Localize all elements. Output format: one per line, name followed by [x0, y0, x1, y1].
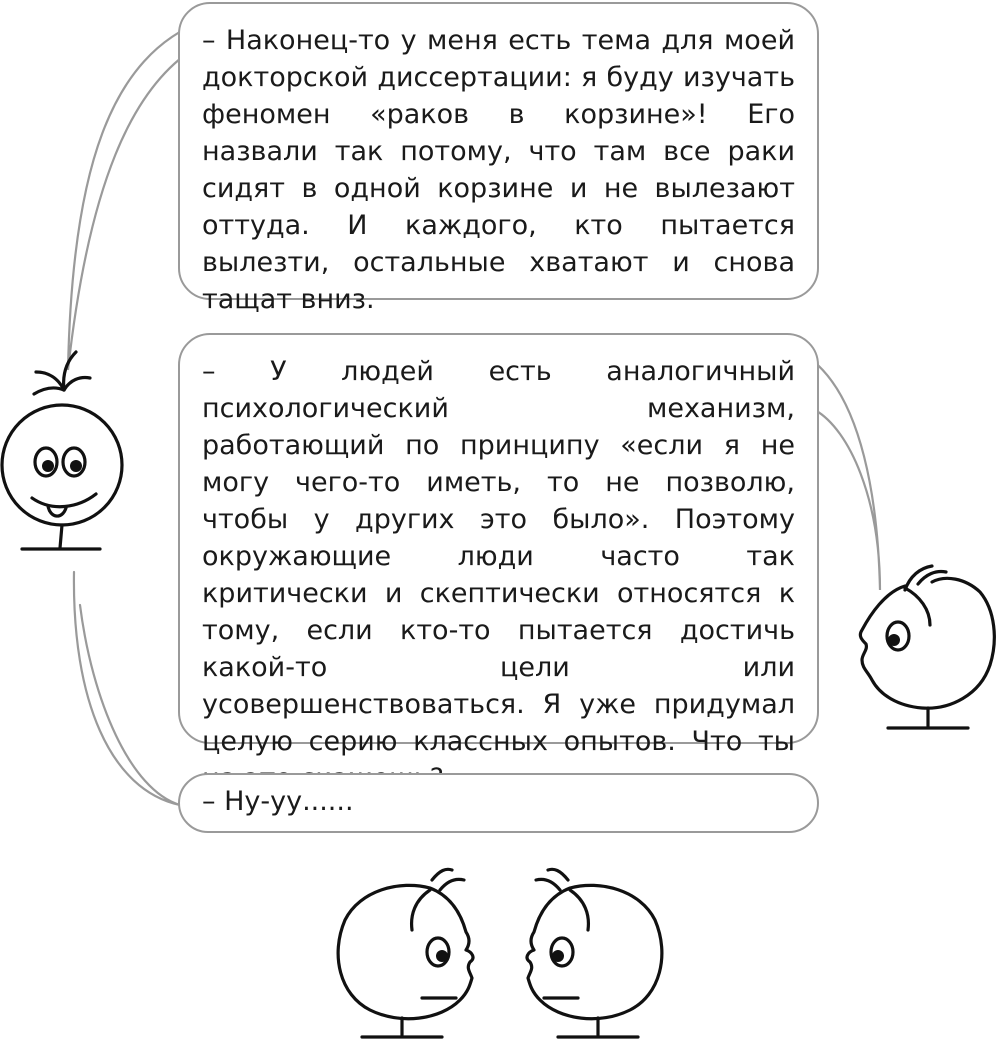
- bottom-right-character-figure: [527, 869, 662, 1037]
- speech-bubble-1: [178, 2, 819, 315]
- left-character-figure: [2, 352, 122, 549]
- bubble-2-tail: [812, 360, 880, 590]
- bubble-3-tail: [74, 572, 180, 805]
- speech-bubble-3: [178, 773, 819, 833]
- speech-bubble-1-text: – Наконец-то у меня есть тема для моей докторской диссертации: я буду изучать феномен «раков в корзине»! Его назвали так потому, что там все раки сидят в одной корзине и не вылезают оттуда. И каждого, кто пытается вылезти, остальные хватают и снова тащат вниз.: [202, 25, 795, 315]
- speech-bubble-2: [178, 333, 819, 757]
- right-character-figure: [860, 566, 994, 728]
- bottom-left-character-figure: [338, 869, 473, 1037]
- speech-bubble-3-text: – Ну-уу......: [202, 786, 354, 817]
- speech-bubble-2-text: – У людей есть аналогичный психологический механизм, работающий по принципу «если я не могу чего-то иметь, то не позволю, чтобы у других это было». Поэтому окружающие люди часто так критически и скептически относятся к тому, если кто-то пытается достичь какой-то цели или усовершенствоваться. Я уже придумал целую серию классных опытов. Что ты: [202, 356, 795, 757]
